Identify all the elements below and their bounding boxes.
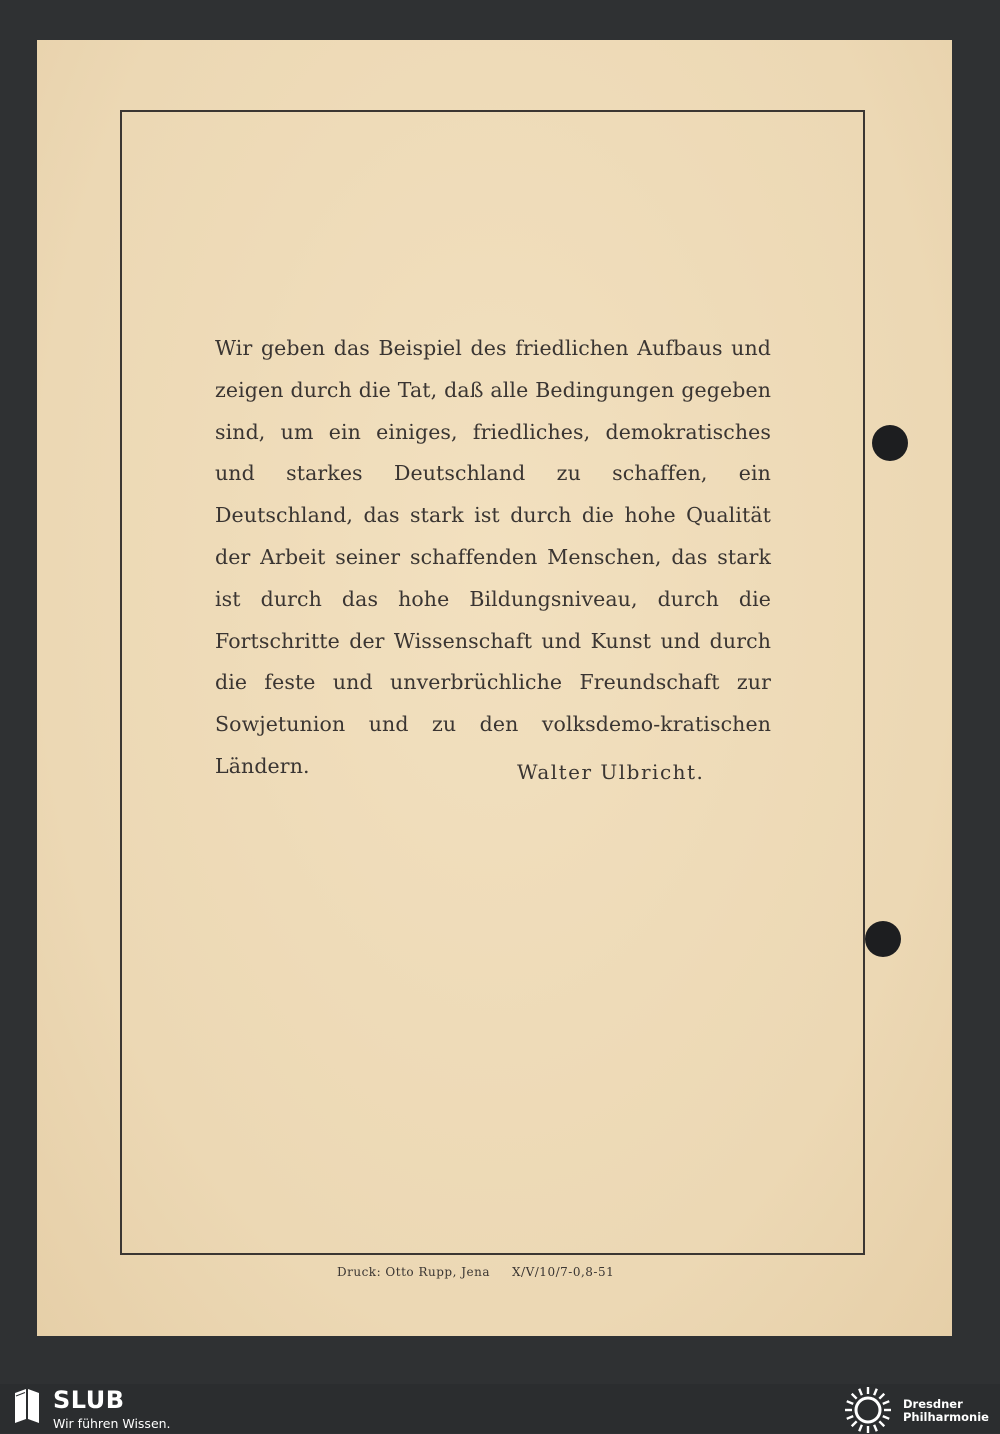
library-tagline: Wir führen Wissen. xyxy=(53,1416,171,1431)
signature: Walter Ulbricht. xyxy=(517,760,705,784)
book-icon xyxy=(12,1387,42,1425)
imprint-printer: Druck: Otto Rupp, Jena xyxy=(337,1265,491,1279)
viewer-footer xyxy=(0,1384,1000,1433)
partner-name-line-1[interactable]: Dresdner xyxy=(903,1397,963,1411)
imprint-code: X/V/10/7-0,8-51 xyxy=(512,1265,615,1279)
document-page xyxy=(37,40,952,1336)
printer-imprint xyxy=(337,1265,614,1279)
quote-text: Wir geben das Beispiel des friedlichen Aufbaus und zeigen durch die Tat, daß alle Bedingungen gegeben sind, um ein einiges, friedliches, demokratisches und starkes Deutschland zu schaffen, ein Deutschland, das stark ist durch die hohe Qualität der Arbeit seiner schaffenden Menschen, das stark ist durch das hohe Bildungsniveau, durch die Fortschritte der Wissenschaft und Kunst und durch die feste und unverbrüchliche Freundschaft zur Sowjetunion und zu den volksdemo-kratischen Ländern. xyxy=(215,336,771,778)
sunburst-logo-icon[interactable] xyxy=(842,1386,894,1434)
partner-name-line-2[interactable]: Philharmonie xyxy=(903,1410,989,1424)
punch-hole xyxy=(872,425,908,461)
library-name[interactable]: SLUB xyxy=(53,1386,125,1414)
punch-hole xyxy=(865,921,901,957)
